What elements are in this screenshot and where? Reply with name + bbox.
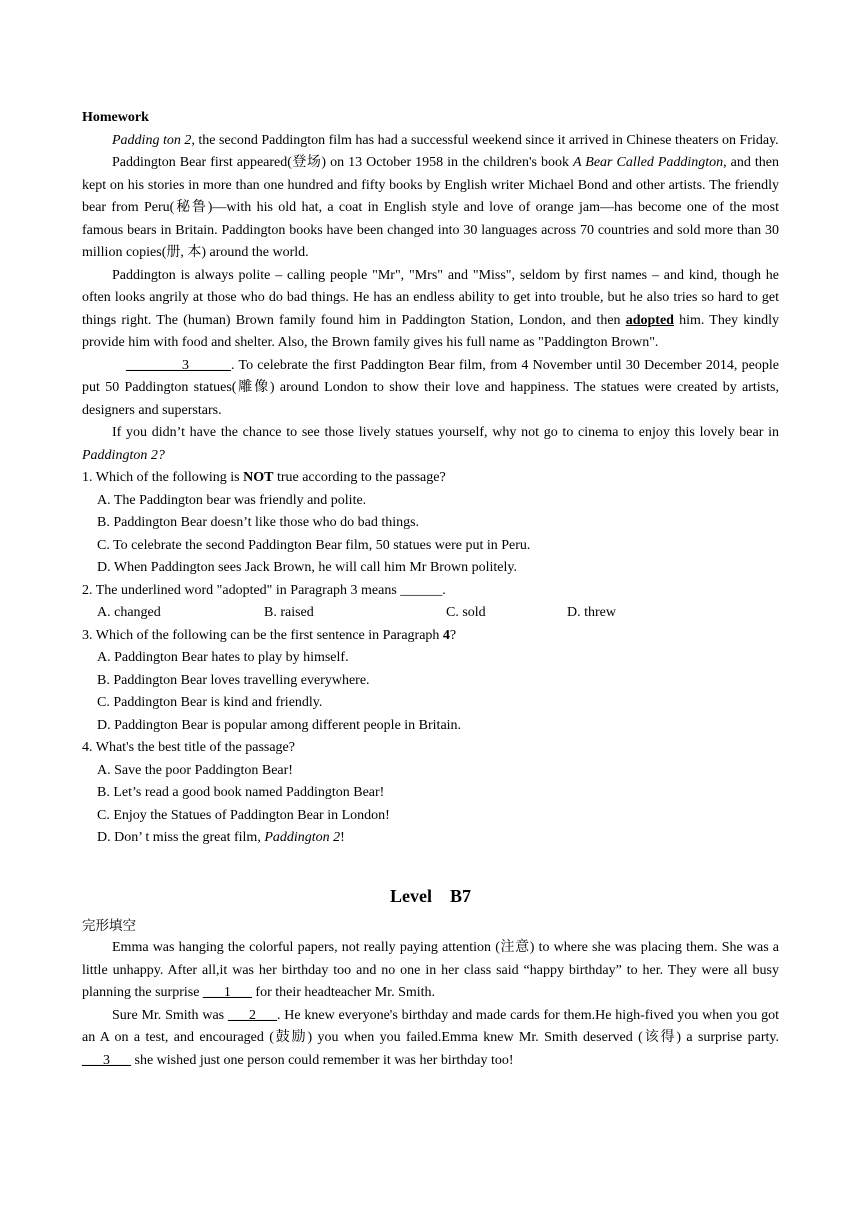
question-1: 1. Which of the following is NOT true according to the passage? bbox=[82, 470, 446, 485]
cloze-blank-1: ___1___ bbox=[202, 985, 252, 1000]
q3-option-c: C. Paddington Bear is kind and friendly. bbox=[97, 695, 323, 710]
film-title: Padding ton 2, bbox=[112, 132, 195, 148]
q1-option-b: B. Paddington Bear doesn’t like those who do bad things. bbox=[97, 515, 420, 530]
q2-option-a: A. changed bbox=[97, 605, 161, 620]
q2-option-b: B. raised bbox=[264, 605, 314, 620]
underlined-word-adopted: adopted bbox=[625, 312, 674, 328]
paragraph-4: ________3______. To celebrate the first Paddington Bear film, from 4 November until 30 December 2014, people put 50 Paddington statues(雕像) around London to show their love and happiness. The statues were created by artists, designers and superstars. bbox=[82, 357, 779, 418]
q1-option-d: D. When Paddington sees Jack Brown, he will call him Mr Brown politely. bbox=[97, 560, 517, 575]
q1-option-c: C. To celebrate the second Paddington Bear film, 50 statues were put in Peru. bbox=[97, 537, 531, 553]
paragraph-1: Padding ton 2, the second Paddington film has had a successful weekend since it arrived in Chinese theaters on Friday. bbox=[112, 132, 779, 148]
blank-3: ________3______ bbox=[126, 357, 231, 373]
level-title: Level B7 bbox=[390, 885, 471, 906]
question-4: 4. What's the best title of the passage? bbox=[82, 740, 295, 755]
q4-option-c: C. Enjoy the Statues of Paddington Bear in London! bbox=[97, 807, 390, 823]
q3-option-d: D. Paddington Bear is popular among different people in Britain. bbox=[97, 717, 462, 733]
q2-option-c: C. sold bbox=[446, 605, 486, 620]
paragraph-3: Paddington is always polite – calling people "Mr", "Mrs" and "Miss", seldom by first names – and kind, though he often looks angrily at those who do bad things. He has an endless ability to get into trouble, but he also tries so hard to get things right. The (human) Brown family found him in Paddington Station, London, and then adopted him. They kindly provide him with food and shelter. Also, the Brown family gives his full name as "Paddington Brown". bbox=[82, 267, 779, 350]
homework-heading: Homework bbox=[82, 110, 149, 125]
question-3: 3. Which of the following can be the first sentence in Paragraph 4? bbox=[82, 627, 457, 643]
q2-option-d: D. threw bbox=[567, 605, 616, 620]
q1-option-a: A. The Paddington bear was friendly and polite. bbox=[97, 492, 367, 508]
q2-options bbox=[82, 602, 779, 625]
paragraph-2: Paddington Bear first appeared(登场) on 13 October 1958 in the children's book A Bear Called Paddington, and then kept on his stories in more than one hundred and fifty books by English writer Michael Bond and other artists. The friendly bear from Peru(秘鲁)—with his old hat, a coat in English style and love of orange jam—has become one of the most famous bears in Britain. Paddington books have been changed into 30 languages across 70 countries and sold more than 30 million copies(册, 本) around the world. bbox=[82, 155, 779, 260]
cloze-blank-2: ___2___ bbox=[227, 1007, 277, 1023]
q4-option-d: D. Don’ t miss the great film, Paddington 2! bbox=[97, 830, 345, 845]
paragraph-5: If you didn’t have the chance to see those lively statues yourself, why not go to cinema to enjoy this lovely bear in Paddington 2? bbox=[82, 425, 779, 463]
q4-option-a: A. Save the poor Paddington Bear! bbox=[97, 762, 293, 778]
cloze-blank-3: ___3___ bbox=[82, 1052, 131, 1068]
q3-option-b: B. Paddington Bear loves travelling everywhere. bbox=[97, 672, 370, 688]
question-2: 2. The underlined word "adopted" in Paragraph 3 means ______. bbox=[82, 582, 446, 598]
q4-option-b: B. Let’s read a good book named Paddington Bear! bbox=[97, 785, 385, 800]
film-title-2: Paddington 2? bbox=[82, 447, 165, 463]
cloze-paragraph-2: Sure Mr. Smith was ___2___. He knew everyone's birthday and made cards for them.He high-fived you when you got an A on a test, and encouraged (鼓励) you when you failed.Emma knew Mr. Smith deserved (该得) a surprise party. ___3___ she wished just one person could remember it was her birthday too! bbox=[82, 1007, 779, 1068]
section-heading: 完形填空 bbox=[82, 917, 136, 934]
cloze-paragraph-1: Emma was hanging the colorful papers, not really paying attention (注意) to where she was placing them. She was a little unhappy. After all,it was her birthday too and no one in her class said “happy birthday” to her. They were all busy planning the surprise ___1___ for their headteacher Mr. Smith. bbox=[82, 940, 779, 1000]
book-title: A Bear Called Paddington bbox=[573, 155, 724, 170]
document-page bbox=[82, 107, 779, 1072]
q3-option-a: A. Paddington Bear hates to play by himself. bbox=[97, 650, 349, 665]
